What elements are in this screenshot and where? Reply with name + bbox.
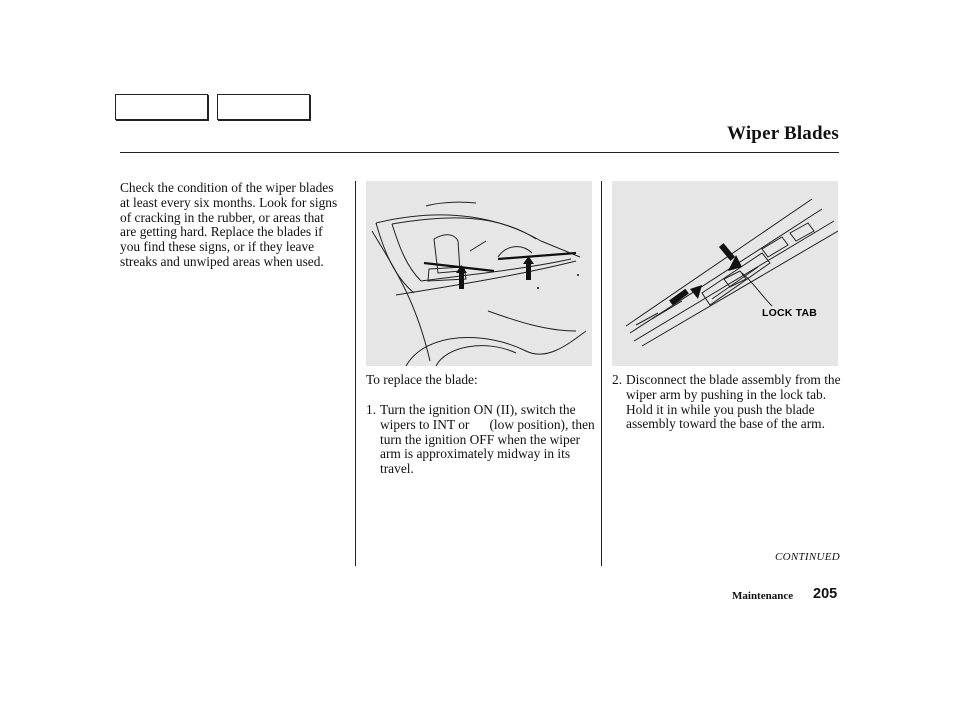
continued-marker: CONTINUED [774,551,840,563]
step-2-number: 2. [612,372,623,387]
page-number: 205 [813,586,838,602]
step-2-text: Disconnect the blade assembly from the wiper arm by pushing in the lock tab. Hold it in while you push the blade assembly toward the base of the arm. [626,372,841,432]
step-1 [366,403,602,483]
previous-page-button[interactable] [115,94,208,120]
windshield-drawing [366,181,592,366]
step-2 [612,373,842,453]
next-page-button[interactable] [217,94,310,120]
title-rule [120,152,839,153]
intro-paragraph: Check the condition of the wiper blades at least every six months. Look for signs of cracking in the rubber, or areas that are getting hard. Replace the blades if you find these signs, or if they leave streaks and unwiped areas when used. [120,180,338,269]
replace-blade-intro: To replace the blade: [366,372,478,387]
column-divider-left [355,181,356,566]
windshield-wipers-illustration [366,181,592,366]
lock-tab-label: LOCK TAB [762,307,818,319]
column-divider-right [601,181,602,566]
footer-section-name: Maintenance [732,590,794,602]
page-title: Wiper Blades [726,123,839,144]
step-1-text: Turn the ignition ON (II), switch the wipers to INT or (low position), then turn the ignition OFF when the wiper arm is approximately midway in its travel. [380,402,595,477]
wiper-blade-lock-tab-illustration [612,181,838,366]
wiper-blade-drawing [612,181,838,366]
step-1-number: 1. [366,402,377,417]
